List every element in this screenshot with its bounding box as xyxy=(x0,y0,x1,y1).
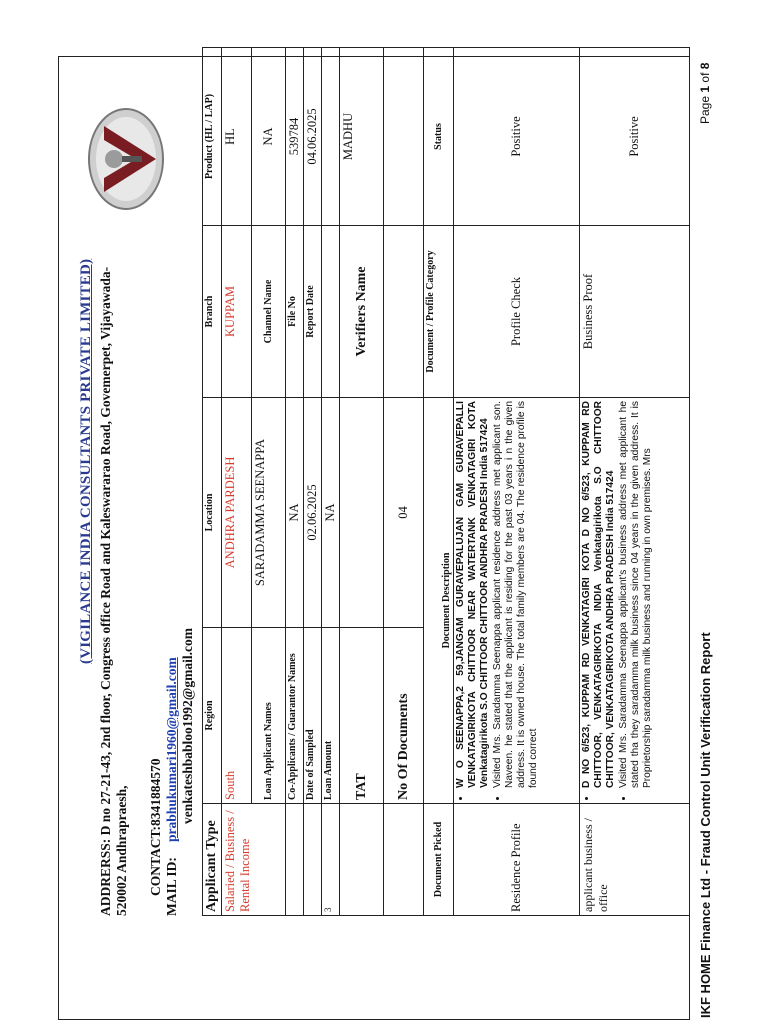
loan-applicant-value: SARADAMMA SEENAPPA xyxy=(252,398,286,628)
row-marker: 3 xyxy=(322,804,340,916)
doc-picked-value: Residence Profile xyxy=(454,804,580,916)
doc-picked-header: Document Picked xyxy=(424,804,454,916)
applicant-type-header: Applicant Type xyxy=(203,804,222,916)
report-footer: IKF HOME Finance Ltd - Fraud Control Unit Verification Report xyxy=(698,632,713,1018)
doc-description-cell xyxy=(454,398,580,804)
location-value: ANDHRA PARDESH xyxy=(222,398,252,628)
doc-description-cell xyxy=(580,398,690,804)
loan-amount-value: NA xyxy=(322,398,340,628)
status-value: Positive xyxy=(580,48,690,226)
date-sampled-label: Date of Sampled xyxy=(304,628,322,804)
vigilance-logo-icon xyxy=(86,104,166,214)
branch-header: Branch xyxy=(203,226,222,398)
doc-address-text: • D NO 6/523, KUPPAM RD VENKATAGIRI KOTA D NO 6/523, KUPPAM RD CHITTOOR, VENKATAGIRIKOTA INDIA Venkatagirikota S.O CHITTOOR CHITTOOR, VENKATAGIRIKOTA ANDHRA PRADESH India 517424 xyxy=(581,401,618,788)
doc-remark-text: • Visited Mrs. Saradamma Seenappa applicant's business address met applicant he stated tha they saradamma milk business since 04 years in the given address. It is Proprietorship saradamma milk business and running in own premises. Mrs xyxy=(618,401,655,788)
coapplicant-label: Co-Applicants / Guarantor Names xyxy=(286,628,304,804)
product-header: Product (HL / LAP) xyxy=(203,48,222,226)
no-of-documents-label: No Of Documents xyxy=(384,628,424,804)
address-line-2: 520002 Andhrapraesh, xyxy=(114,785,129,916)
location-header: Location xyxy=(203,398,222,628)
file-no-label: File No xyxy=(286,226,304,398)
page-of: of xyxy=(698,72,712,83)
email-link-1[interactable]: prabhukumari1960@gmail.com xyxy=(164,657,179,842)
doc-category-value: Business Proof xyxy=(580,226,690,398)
loan-applicant-label: Loan Applicant Names xyxy=(252,628,286,804)
address-block xyxy=(98,266,130,916)
page-prefix: Page xyxy=(698,95,712,124)
doc-picked-value: applicant business / office xyxy=(580,804,690,916)
doc-description-header: Document Description xyxy=(424,398,454,804)
coapplicant-value: NA xyxy=(286,398,304,628)
branch-value: KUPPAM xyxy=(222,226,252,398)
report-date-label: Report Date xyxy=(304,226,322,398)
table-row xyxy=(580,48,690,916)
date-sampled-value: 02.06.2025 xyxy=(304,398,322,628)
page-number xyxy=(698,63,712,124)
no-of-documents-value: 04 xyxy=(384,398,424,628)
page-total: 8 xyxy=(698,62,712,70)
doc-remark-text: • Visited Mrs. Saradamma Seenappa applicant residence address met applicant son. Naveen. he stated that the applicant is residing for the past 03 years i n the given address. It is owned house. The total family members are 04. The residence profile is found correct xyxy=(492,401,541,788)
table-row xyxy=(454,48,580,916)
channel-label: Channel Name xyxy=(252,226,286,398)
region-header: Region xyxy=(203,628,222,804)
file-no-value: 539784 xyxy=(286,48,304,226)
verifiers-label: Verifiers Name xyxy=(340,226,384,398)
tat-label: TAT xyxy=(340,628,384,804)
applicant-type-value: Salaried / Business / Rental Income xyxy=(222,804,286,916)
mail-label: MAIL ID: xyxy=(164,857,179,916)
address-line-1: ADDRERSS: D no 27-21-43, 2nd floor, Congress office Road and Kaleswararao Road, Govemerpet, Vijayawada- xyxy=(98,266,113,916)
doc-category-value: Profile Check xyxy=(454,226,580,398)
verification-table xyxy=(202,47,690,916)
doc-category-header: Document / Profile Category xyxy=(424,226,454,398)
report-date-value: 04.06.2025 xyxy=(304,48,322,226)
email-2: venkateshbabloo1992@gmail.com xyxy=(180,628,195,824)
contact-number: CONTACT:8341884570 xyxy=(148,758,163,896)
verifiers-value: MADHU xyxy=(340,48,384,226)
product-value: HL xyxy=(222,48,252,226)
company-title: (VIGILANCE INDIA CONSULTANTS PRIVATE LIMITED) xyxy=(78,258,94,664)
region-value: South xyxy=(222,628,252,804)
channel-value: NA xyxy=(252,48,286,226)
loan-amount-label: Loan Amount xyxy=(322,628,340,804)
doc-address-text: • W O SEENAPPA,2 59,JANGAM GURAVEPALUJAN GAM GURAVEPALLI VENKATAGIRIKOTA CHITTOOR NEAR WATERTANK VENKATAGIRI KOTA Venkatagirikota S.O CHITTOOR CHITTOOR ANDHRA PRADESH India 517424 xyxy=(455,401,492,788)
status-value: Positive xyxy=(454,48,580,226)
status-header: Status xyxy=(424,48,454,226)
page-current: 1 xyxy=(698,85,712,93)
